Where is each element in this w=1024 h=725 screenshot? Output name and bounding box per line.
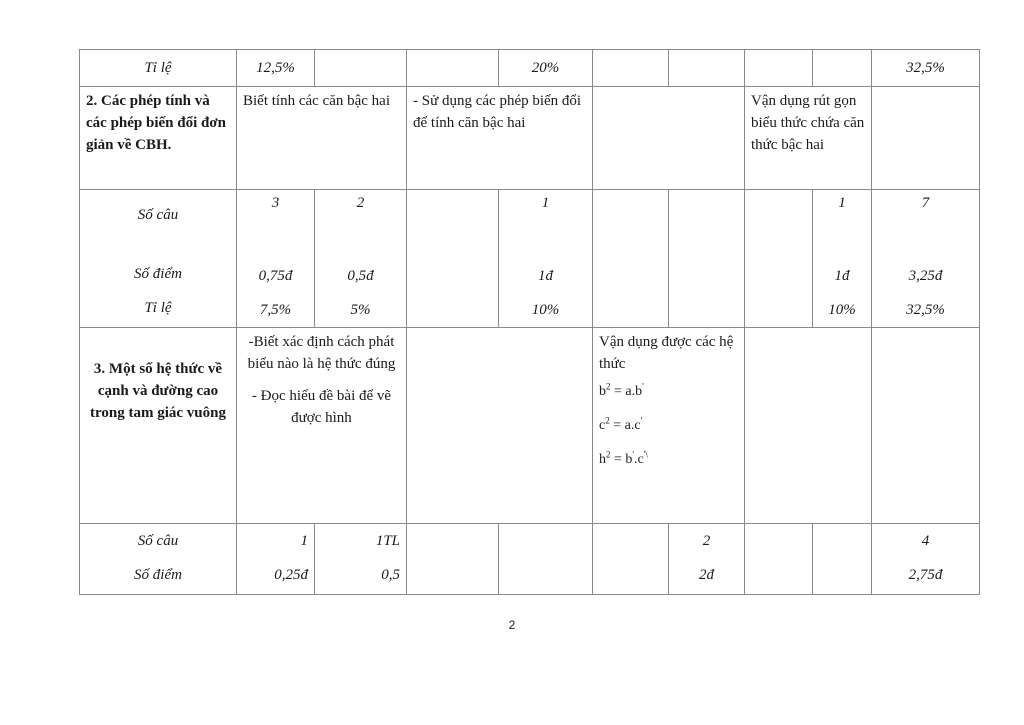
so-cau-value: 1 [541, 195, 550, 211]
section-3-van-dung [593, 328, 745, 524]
section-2-van-dung-cao: Vận dụng rút gọn biểu thức chứa căn thức bậc hai [745, 87, 872, 190]
page-number: 2 [508, 618, 516, 632]
section-3-nhan-biet [237, 328, 407, 524]
section-2-title: 2. Các phép tính và các phép biến đổi đơn giản về CBH. [80, 87, 237, 190]
formula-c: $c^2 = a.c'$ [599, 415, 643, 433]
section-3-title: 3. Một số hệ thức về cạnh và đường cao trong tam giác vuông [80, 328, 237, 524]
van-dung-intro: Vận dụng được các hệ thức [599, 334, 734, 372]
empty-cell [407, 190, 499, 328]
so-diem-value: 0,75đ [258, 268, 293, 284]
so-cau-value: 1 [300, 533, 308, 549]
table-row [80, 50, 980, 87]
section-3-stat-labels [80, 524, 237, 595]
nhan-biet-item-1: -Biết xác định cách phát biểu nào là hệ thức đúng [247, 334, 396, 372]
ti-le-label: Tỉ lệ [144, 300, 172, 316]
so-cau-total: 7 [921, 195, 930, 211]
empty-cell [593, 190, 669, 328]
empty-cell [315, 50, 407, 87]
so-cau-value: 1TL [375, 533, 400, 549]
so-diem-label: Số điểm [134, 567, 182, 583]
table-row [80, 524, 980, 595]
empty-cell [745, 190, 813, 328]
table-row [80, 87, 980, 190]
ti-le-total: 32,5% [872, 50, 980, 87]
empty-cell [499, 524, 593, 595]
exam-matrix-table [79, 49, 980, 595]
ti-le-value: 7,5% [259, 302, 292, 318]
so-cau-value: 1 [838, 195, 846, 211]
so-diem-value: 0,5 [381, 567, 400, 583]
nhan-biet-item-2: - Đọc hiểu đề bài để vẽ được hình [251, 388, 392, 426]
section-2-thong-hieu: - Sử dụng các phép biến đổi để tính căn bậc hai [407, 87, 593, 190]
empty-cell [872, 87, 980, 190]
so-diem-value: 1đ [538, 268, 553, 284]
empty-cell [593, 524, 669, 595]
so-cau-value: 2 [702, 533, 711, 549]
empty-cell [669, 190, 745, 328]
empty-cell [813, 50, 872, 87]
ti-le-total: 32,5% [906, 302, 945, 318]
empty-cell [669, 50, 745, 87]
so-diem-label: Số điểm [134, 266, 182, 282]
empty-cell [593, 87, 745, 190]
section-2-nhan-biet: Biết tính các căn bậc hai [237, 87, 407, 190]
table-row [80, 328, 980, 524]
empty-cell [407, 524, 499, 595]
empty-cell [593, 50, 669, 87]
section-2-stat-labels [80, 190, 237, 328]
empty-cell [407, 328, 593, 524]
empty-cell [745, 328, 872, 524]
table-row [80, 190, 980, 328]
stat-col-total [872, 190, 980, 328]
stat-col-total [872, 524, 980, 595]
ti-le-value: 10% [531, 302, 560, 318]
ti-le-value: 12,5% [237, 50, 315, 87]
so-cau-label: Số câu [137, 533, 179, 549]
ti-le-value: 10% [828, 302, 856, 318]
ti-le-label: Tỉ lệ [80, 50, 237, 87]
stat-col-1 [237, 524, 315, 595]
stat-col-1 [237, 190, 315, 328]
stat-col-9 [813, 190, 872, 328]
ti-le-value: 20% [499, 50, 593, 87]
stat-col-4 [499, 190, 593, 328]
so-diem-total: 3,25đ [908, 268, 943, 284]
empty-cell [745, 50, 813, 87]
so-diem-total: 2,75đ [908, 567, 943, 583]
empty-cell [813, 524, 872, 595]
stat-col-2 [315, 524, 407, 595]
empty-cell [407, 50, 499, 87]
so-cau-value: 3 [271, 195, 280, 211]
so-cau-value: 2 [356, 195, 365, 211]
ti-le-value: 5% [350, 302, 371, 318]
formula-h: $h^2 = b'.c^{'\backslash}$ [599, 449, 648, 467]
stat-col-6 [669, 524, 745, 595]
so-diem-value: 1đ [834, 268, 850, 284]
so-diem-value: 0,25đ [274, 567, 308, 583]
empty-cell [745, 524, 813, 595]
so-cau-total: 4 [921, 533, 930, 549]
stat-col-2 [315, 190, 407, 328]
so-cau-label: Số câu [137, 207, 179, 223]
so-diem-value: 0,5đ [347, 268, 374, 284]
so-diem-value: 2đ [699, 567, 714, 583]
formula-b: $b^2 = a.b'$ [599, 381, 644, 399]
empty-cell [872, 328, 980, 524]
